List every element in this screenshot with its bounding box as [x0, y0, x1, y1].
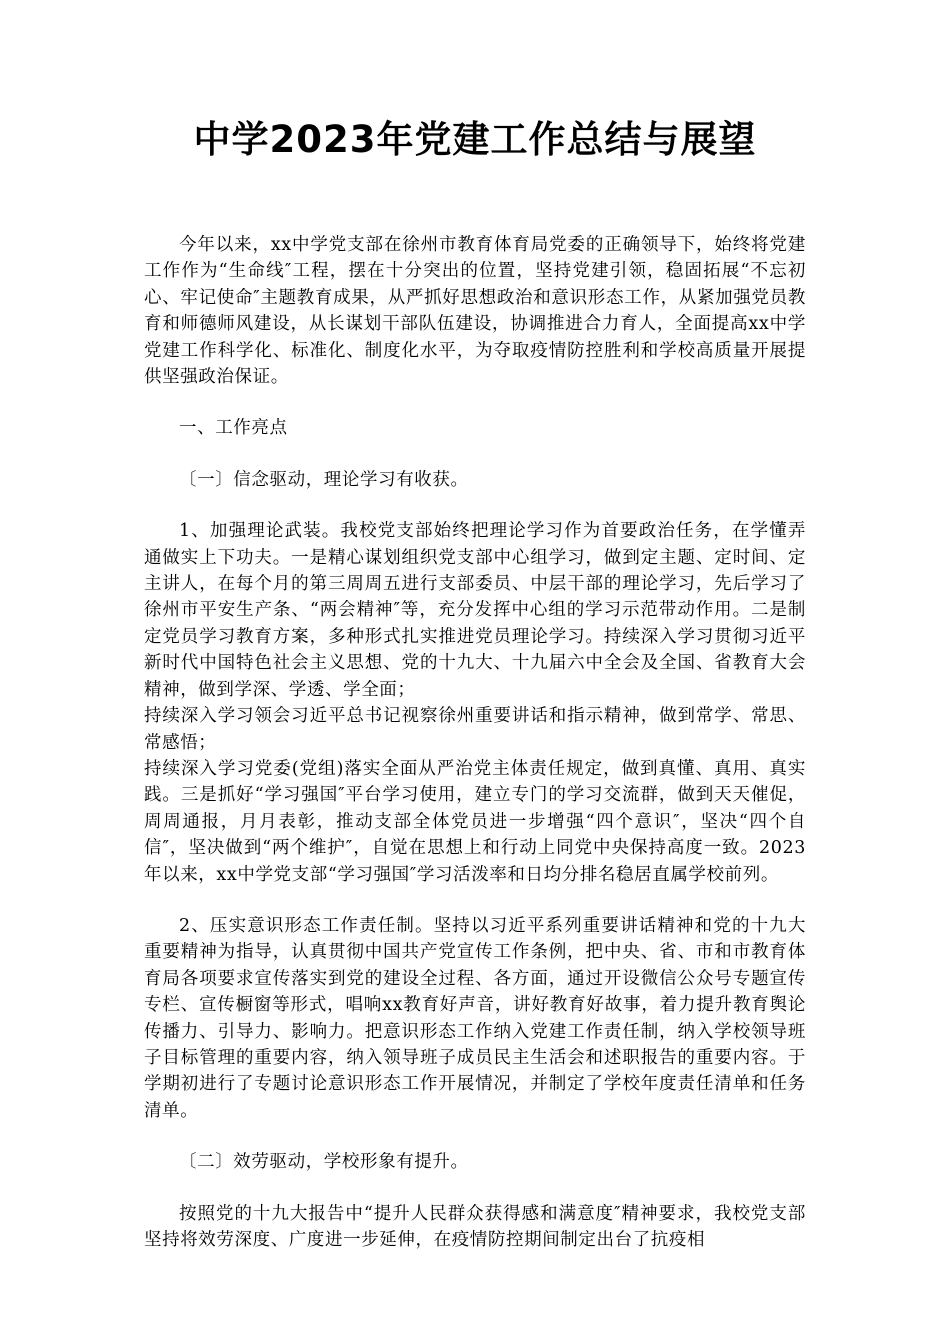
paragraph-theory-study-cont-2: 持续深入学习党委(党组)落实全面从严治党主体责任规定，做到真懂、真用、真实践。三是抓好“学习强国″平台学习使用，建立专门的学习交流群，做到天天催促，周周通报，月月表彰，推动支部全体党员进一步增强“四个意识″，坚决“四个自信″，坚决做到“两个维护″，自觉在思想上和行动上同党中央保持高度一致。2023年以来，xx中学党支部“学习强国″学习活泼率和日均分排名稳居直属学校前列。	[144, 758, 806, 885]
paragraph-theory-study: 1、加强理论武装。我校党支部始终把理论学习作为首要政治任务，在学懂弄通做实上下功夫。一是精心谋划组织党支部中心组学习，做到定主题、定时间、定主讲人，在每个月的第三周周五进行支部委员、中层干部的理论学习，先后学习了徐州市平安生产条、“两会精神″等，充分发挥中心组的学习示范带动作用。二是制定党员学习教育方案，多种形式扎实推进党员理论学习。持续深入学习贯彻习近平新时代中国特色社会主义思想、党的十九大、十九届六中全会及全国、省教育大会精神，做到学深、学透、学全面；	[144, 521, 806, 700]
subsection-heading-service: 〔二〕效劳驱动，学校形象有提升。	[179, 1152, 469, 1173]
paragraph-service: 按照党的十九大报告中“提升人民群众获得感和满意度″精神要求，我校党支部坚持将效劳深度、广度进一步延伸，在疫情防控期间制定出台了抗疫相	[144, 1203, 806, 1250]
intro-paragraph: 今年以来，xx中学党支部在徐州市教育体育局党委的正确领导下，始终将党建工作作为“生命线″工程，摆在十分突出的位置，坚持党建引领，稳固拓展“不忘初心、牢记使命″主题教育成果，从严抓好思想政治和意识形态工作，从紧加强党员教育和师德师风建设，从长谋划干部队伍建设，协调推进合力育人，全面提高xx中学党建工作科学化、标准化、制度化水平，为夺取疫情防控胜利和学校高质量开展提供坚强政治保证。	[144, 235, 806, 388]
document-body	[144, 232, 806, 1253]
section-heading-highlights: 一、工作亮点	[179, 418, 288, 439]
document-title: 中学2023年党建工作总结与展望	[193, 118, 757, 161]
subsection-heading-belief: 〔一〕信念驱动，理论学习有收获。	[179, 469, 469, 490]
paragraph-theory-study-cont-1: 持续深入学习领会习近平总书记视察徐州重要讲话和指示精神，做到常学、常思、常感悟；	[144, 706, 806, 753]
paragraph-ideology-responsibility: 2、压实意识形态工作责任制。坚持以习近平系列重要讲话精神和党的十九大重要精神为指导，认真贯彻中国共产党宣传工作条例，把中央、省、市和市教育体育局各项要求宣传落实到党的建设全过程、各方面，通过开设微信公众号专题宣传专栏、宣传橱窗等形式，唱响xx教育好声音，讲好教育好故事，着力提升教育舆论传播力、引导力、影响力。把意识形态工作纳入党建工作责任制，纳入学校领导班子目标管理的重要内容，纳入领导班子成员民主生活会和述职报告的重要内容。于学期初进行了专题讨论意识形态工作开展情况，并制定了学校年度责任清单和任务清单。	[144, 915, 806, 1121]
